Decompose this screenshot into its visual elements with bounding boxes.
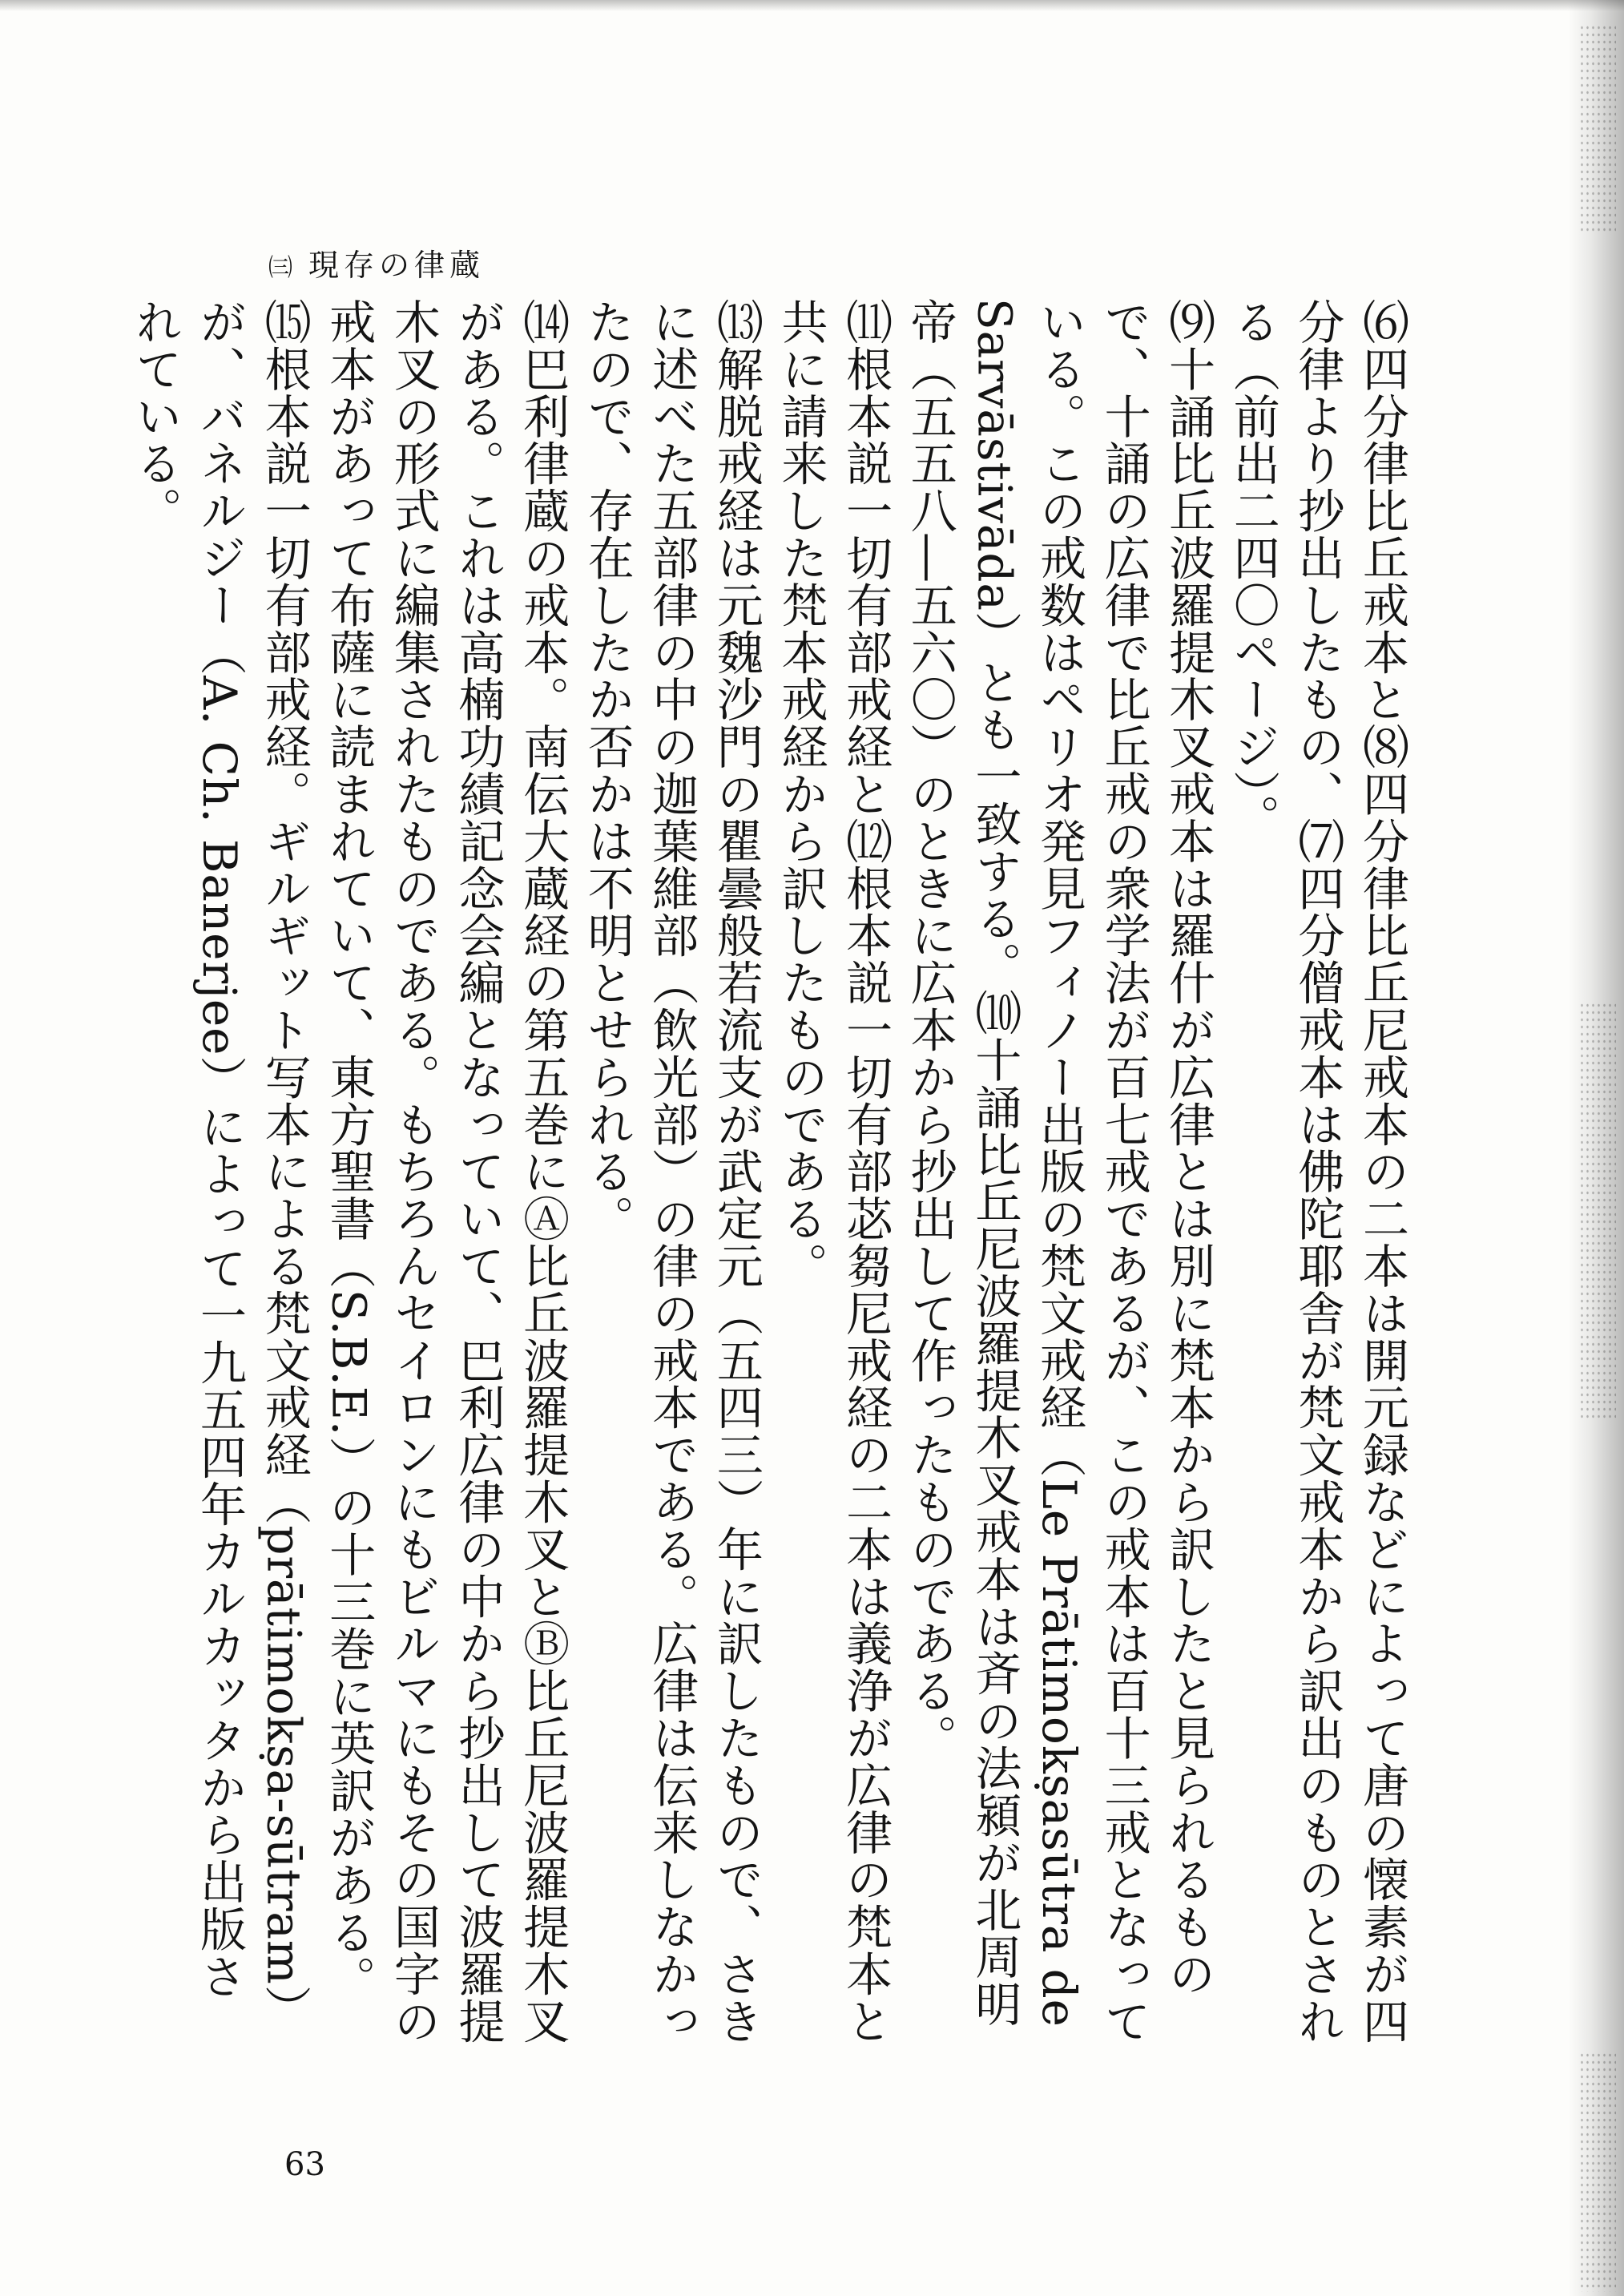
paragraph-11-12: ⑾根本説一切有部戒経と⑿根本説一切有部苾芻尼戒経の二本は義浄が広律の梵本と共に請来した梵本戒経から訳したものである。 <box>773 298 893 2045</box>
page-number: 63 <box>284 2146 325 2183</box>
scan-speckle-top <box>1579 24 1616 232</box>
paragraph-6-8-7: ⑹四分律比丘戒本と⑻四分律比丘尼戒本の二本は開元録などによって唐の懐素が四分律より抄出したもの、⑺四分僧戒本は佛陀耶舎が梵文戒本から訳出のものとされる（前出二四〇ページ）。 <box>1225 298 1409 2045</box>
paragraph-9-10: ⑼十誦比丘波羅提木叉戒本は羅什が広律とは別に梵本から訳したと見られるもので、十誦の広律で比丘戒の衆学法が百七戒であるが、この戒本は百十三戒となっている。この戒数はペリオ発見フィノー出版の梵文戒経（Le Prātimokṣasūtra de Sarvāstivāda）とも一致する。⑽十誦比丘尼波羅提木叉戒本は斉の法潁が北周明帝（五五八―五六〇）のときに広本から抄出して作ったものである。 <box>902 298 1216 2045</box>
paragraph-13: ⒀解脱戒経は元魏沙門の瞿曇般若流支が武定元（五四三）年に訳したもので、さきに述べた五部律の中の迦葉維部（飲光部）の律の戒本である。広律は伝来しなかったので、存在したか否かは不明とせられる。 <box>579 298 764 2045</box>
scan-speckle-bottom <box>1579 2052 1616 2292</box>
paragraph-15: ⒂根本説一切有部戒経。ギルギット写本による梵文戒経（prātimokṣa-sūtram）が、バネルジー（A. Ch. Banerjee）によって一九五四年カルカッタから出版されている。 <box>127 298 312 2032</box>
running-head <box>268 240 485 284</box>
section-number: ㈢ <box>268 254 297 282</box>
section-title: 現存の律蔵 <box>308 248 486 283</box>
body-text <box>127 298 1414 2045</box>
scan-speckle-middle <box>1579 1002 1616 1418</box>
paragraph-14: ⒁巴利律蔵の戒本。南伝大蔵経の第五巻にⒶ比丘波羅提木叉とⒷ比丘尼波羅提木叉がある。これは高楠功績記念会編となっていて、巴利広律の中から抄出して波羅提木叉の形式に編集されたものである。もちろんセイロンにもビルマにもその国字の戒本があって布薩に読まれていて、東方聖書（S.B.E.）の十三巻に英訳がある。 <box>321 298 570 2045</box>
scan-top-edge <box>0 0 1624 11</box>
